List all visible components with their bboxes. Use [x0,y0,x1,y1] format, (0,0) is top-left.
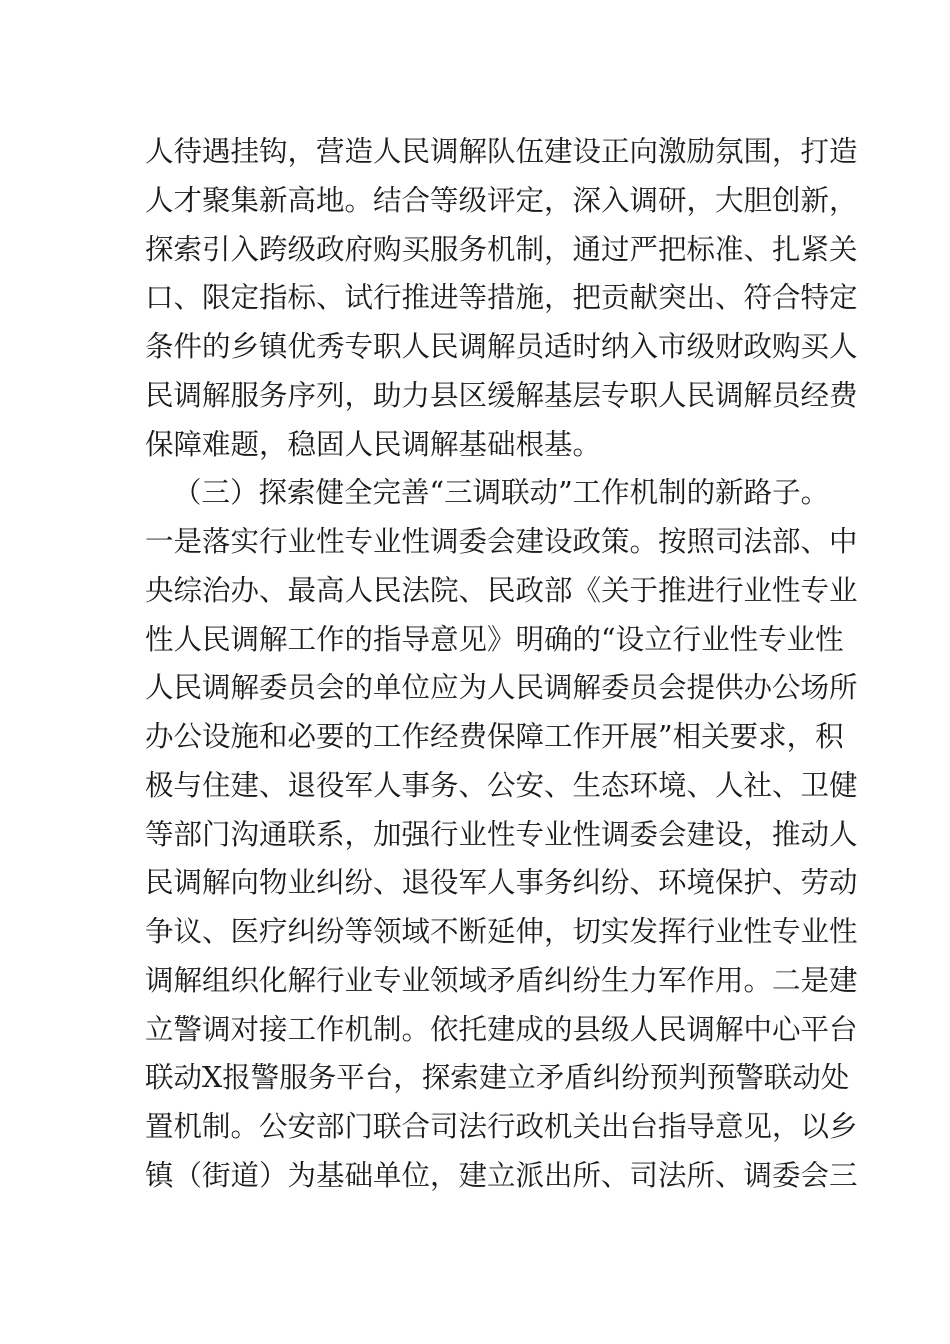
text-line: 争议、医疗纠纷等领域不断延伸，切实发挥行业性专业性 [145,915,858,948]
text-line: 极与住建、退役军人事务、公安、生态环境、人社、卫健 [145,768,858,802]
text-line: 人才聚集新高地。结合等级评定，深入调研，大胆创新， [145,183,858,217]
text-line: 联动X报警服务平台，探索建立矛盾纠纷预判预警联动处 [145,1061,850,1095]
text-line: 等部门沟通联系，加强行业性专业性调委会建设，推动人 [145,817,858,851]
text-line: 性人民调解工作的指导意见》明确的“设立行业性专业性 [145,622,844,656]
text-line: 民调解向物业纠纷、退役军人事务纠纷、环境保护、劳动 [145,866,858,900]
text-line: 探索引入跨级政府购买服务机制，通过严把标准、扎紧关 [145,232,858,266]
text-line: 保障难题，稳固人民调解基础根基。 [145,427,602,461]
text-line: 置机制。公安部门联合司法行政机关出台指导意见，以乡 [145,1110,858,1143]
text-line: 一是落实行业性专业性调委会建设政策。按照司法部、中 [145,525,858,558]
text-line: 立警调对接工作机制。依托建成的县级人民调解中心平台 [145,1012,858,1046]
text-line: 条件的乡镇优秀专职人民调解员适时纳入市级财政购买人 [145,330,858,363]
text-line: 口、限定指标、试行推进等措施，把贡献突出、符合特定 [145,281,858,315]
section-heading-line: （三）探索健全完善“三调联动”工作机制的新路子。 [173,476,830,510]
text-line: 调解组织化解行业专业领域矛盾纠纷生力军作用。二是建 [145,963,858,997]
text-line: 办公设施和必要的工作经费保障工作开展”相关要求，积 [145,720,844,753]
text-line: 镇（街道）为基础单位，建立派出所、司法所、调委会三 [145,1158,858,1192]
body-text [145,128,858,1201]
text-line: 人待遇挂钩，营造人民调解队伍建设正向激励氛围，打造 [145,135,858,168]
text-line: 央综治办、最高人民法院、民政部《关于推进行业性专业 [145,573,858,607]
text-line: 人民调解委员会的单位应为人民调解委员会提供办公场所 [145,671,858,705]
text-line: 民调解服务序列，助力县区缓解基层专职人民调解员经费 [145,378,858,412]
